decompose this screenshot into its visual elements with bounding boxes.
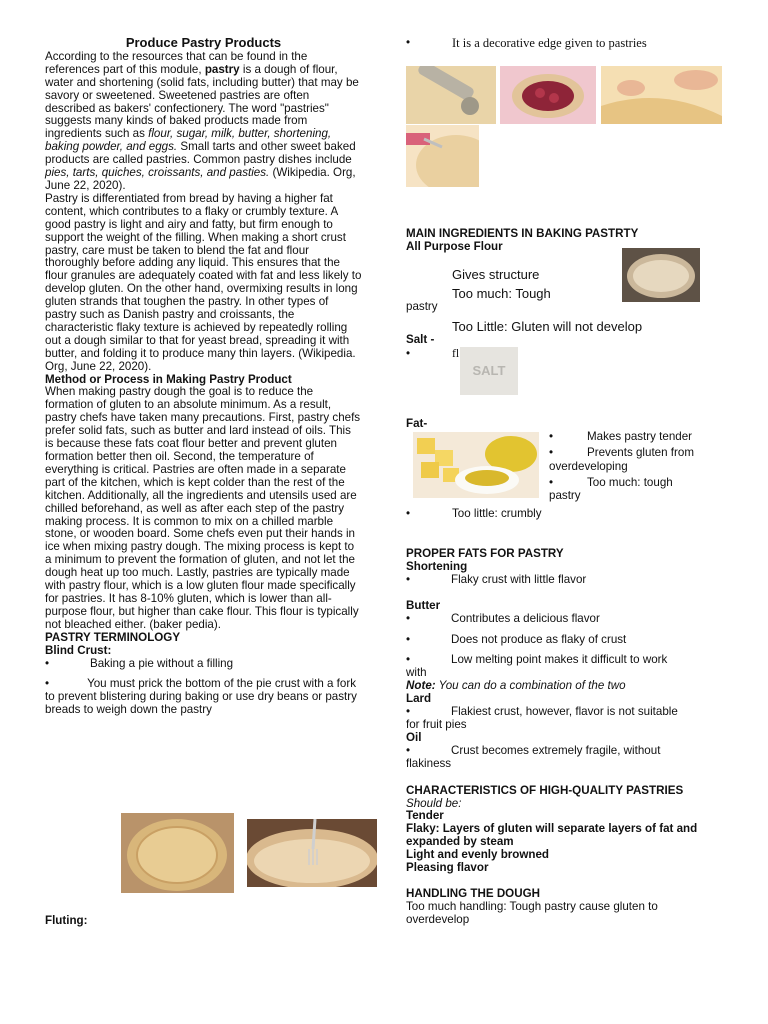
- salt-heading: Salt -: [406, 333, 435, 346]
- fat-bullet-glyph-2: •: [549, 446, 554, 459]
- salt-bullet-text: fl: [452, 347, 460, 360]
- pie-crust-photo: [121, 813, 234, 893]
- fat-bullet-glyph-1: •: [549, 430, 554, 443]
- handling-text: Too much handling: Tough pastry cause gluten to overdevelop: [406, 899, 658, 926]
- left-column: [45, 37, 362, 717]
- salt-bullet-glyph: •: [406, 347, 411, 360]
- intro-text: is a dough of flour, water and shortening (solid fats, including butter) that may be savory or sweetened. Sweetened pastries are often described as bakers' confectionery. The word "pastries" suggests many kinds of baked products made from ingredients such as: [45, 62, 359, 141]
- note-text: You can do a combination of the two: [435, 679, 626, 693]
- fat-item-4: Too little: crumbly: [452, 507, 542, 520]
- fats-photo: [413, 432, 539, 498]
- salt-label: SALT: [472, 363, 506, 378]
- oil-bullet-1: [406, 745, 726, 758]
- bullet-text: Flaky crust with little flavor: [451, 572, 587, 586]
- bullet-text: Contributes a delicious flavor: [451, 611, 600, 625]
- lard-bullet-1-cont: for fruit pies: [406, 717, 467, 731]
- intro-text: According to the resources that can be found in the references part of this module,: [45, 49, 308, 76]
- flour-bowl-photo: [622, 248, 700, 302]
- flour-bowl-illustration: [622, 248, 700, 302]
- main-ingredients-heading: MAIN INGREDIENTS IN BAKING PASTRTY: [406, 227, 639, 240]
- salt-shaker-illustration: [460, 347, 518, 395]
- flour-item-3: Too Little: Gluten will not develop: [452, 319, 643, 334]
- flour-item-2-cont: pastry: [406, 300, 438, 313]
- salt-shaker-photo: [460, 347, 518, 395]
- characteristic-2: Flaky: Layers of gluten will separate layers of fat and expanded by steam: [406, 822, 698, 849]
- fork-prick-photo: [247, 819, 377, 887]
- crimping-edge-illustration: [601, 66, 722, 124]
- note: [406, 680, 726, 693]
- fat-item-3-cont: pastry: [549, 489, 581, 502]
- bullet-glyph: •: [406, 572, 411, 586]
- berry-pie-photo: [500, 66, 596, 124]
- bullet-glyph: •: [45, 677, 50, 691]
- right-column-lower: [406, 548, 726, 927]
- bullet-text: Low melting point makes it difficult to work: [451, 653, 668, 667]
- intro-bold-pastry: pastry: [204, 62, 240, 76]
- shortening-heading: Shortening: [406, 559, 468, 573]
- butter-bullet-3: [406, 654, 726, 667]
- intro-text: Small tarts and other sweet baked products are called pastries. Common pastry dishes include: [45, 140, 356, 167]
- fluting-bullet-text: It is a decorative edge given to pastries: [452, 36, 647, 50]
- note-label: Note:: [406, 679, 436, 693]
- bullet-glyph: •: [45, 656, 50, 670]
- intro-italic-dishes: pies, tarts, quiches, croissants, and pasties.: [45, 166, 270, 180]
- handling-heading: HANDLING THE DOUGH: [406, 886, 540, 900]
- pie-crust-illustration: [121, 813, 234, 893]
- all-purpose-flour-heading: All Purpose Flour: [406, 240, 503, 253]
- fat-item-2: Prevents gluten from: [587, 446, 694, 459]
- butter-bullet-3-cont: with: [406, 666, 427, 680]
- characteristic-1: Tender: [406, 809, 444, 823]
- fat-heading: Fat-: [406, 417, 428, 430]
- berry-pie-illustration: [500, 66, 596, 124]
- should-be-label: Should be:: [406, 796, 462, 810]
- intro-paragraph-1: [45, 51, 362, 193]
- crimping-edge-photo: [601, 66, 722, 124]
- blind-crust-bullet-2: [45, 678, 362, 717]
- bullet-glyph: •: [406, 632, 411, 646]
- intro-italic-ingredients: flour, sugar, milk, butter, shortening, baking powder, and eggs.: [45, 127, 332, 154]
- intro-paragraph-2: Pastry is differentiated from bread by having a higher fat content, which contributes to a flaky or crumbly texture. A good pastry is light and airy and fatty, but firm enough to support the weight of the filling. When making a short crust pastry, care must be taken to blend the fat and flour thoroughly before adding any liquid. This ensures that the flour granules are adequately coated with fat and less likely to develop gluten. On the other hand, overmixing results in long gluten strands that toughen the pastry. In other types of pastry such as Danish pastry and croissants, the characteristic flaky texture is achieved by repeatedly rolling out a dough similar to that for yeast bread, spreading it with butter, and folding it to produce many thin layers. (Wikipedia. Org, June 22, 2020).: [45, 191, 362, 373]
- fat-item-2-cont: overdeveloping: [549, 460, 628, 473]
- fluting-tool-illustration: [406, 66, 496, 124]
- fork-edge-illustration: [406, 125, 479, 187]
- flour-item-2: Too much: Tough: [452, 286, 551, 301]
- butter-bullet-1: [406, 613, 726, 626]
- butter-heading: Butter: [406, 598, 441, 612]
- intro-citation: (Wikipedia. Org, June 22, 2020).: [45, 166, 356, 192]
- bullet-text: Flakiest crust, however, flavor is not suitable: [451, 705, 678, 719]
- bullet-glyph: •: [406, 743, 411, 757]
- fluting-bullet-1: [406, 37, 410, 50]
- fat-bullet-glyph-4: •: [406, 507, 411, 520]
- shortening-bullet-1: [406, 574, 726, 587]
- butter-bullet-2: [406, 634, 726, 647]
- bullet-glyph: •: [406, 611, 411, 625]
- bullet-text: Baking a pie without a filling: [90, 656, 234, 670]
- fluting-tool-photo: [406, 66, 496, 124]
- bullet-glyph: •: [406, 705, 411, 719]
- proper-fats-heading: PROPER FATS FOR PASTRY: [406, 547, 564, 560]
- characteristic-4: Pleasing flavor: [406, 861, 489, 875]
- blind-crust-heading: Blind Crust:: [45, 643, 112, 657]
- bullet-text: Does not produce as flaky of crust: [451, 632, 627, 646]
- terminology-heading: PASTRY TERMINOLOGY: [45, 630, 181, 644]
- fork-edge-photo: [406, 125, 479, 187]
- lard-heading: Lard: [406, 692, 432, 706]
- bullet-glyph: •: [406, 36, 411, 49]
- fat-item-1: Makes pastry tender: [587, 430, 693, 443]
- fat-bullet-glyph-3: •: [549, 476, 554, 489]
- bullet-text: You must prick the bottom of the pie crust with a fork to prevent blistering during baking or use dry beans or pastry breads to weigh down the pastry: [45, 677, 357, 717]
- bullet-text: Crust becomes extremely fragile, without: [451, 743, 661, 757]
- blind-crust-bullet-1: [45, 658, 362, 671]
- bullet-glyph: •: [406, 653, 411, 667]
- page-title: Produce Pastry Products: [125, 35, 282, 50]
- oil-bullet-1-cont: flakiness: [406, 756, 452, 770]
- characteristics-heading: CHARACTERISTICS OF HIGH-QUALITY PASTRIES: [406, 783, 684, 797]
- fat-item-3: Too much: tough: [587, 476, 673, 489]
- oil-heading: Oil: [406, 730, 422, 744]
- fats-illustration: [413, 432, 539, 498]
- flour-item-1: Gives structure: [452, 267, 540, 282]
- fluting-heading: Fluting:: [45, 914, 88, 927]
- method-heading: Method or Process in Making Pastry Product: [45, 372, 292, 386]
- characteristic-3: Light and evenly browned: [406, 848, 550, 862]
- fork-prick-illustration: [247, 819, 377, 887]
- method-paragraph: When making pastry dough the goal is to reduce the formation of gluten to an absolute minimum. As a result, pastry chefs have taken many precautions. First, pastry chefs prefer solid fats, such as butter and lard instead of oils. This is because these fats coat flour better and prevent gluten formation better then oil. Second, the temperature of everything is critical. Pastries are often made in a separate part of the kitchen, which is kept colder than the rest of the kitchen. Additionally, all the ingredients and utensils used are chilled beforehand, as well as after each step of the pastry making process. It is common to mix on a chilled marble stone, or wooden board. Some chefs even put their hands in ice when mixing pastry dough. The mixing process is kept to a minimum to prevent the formation of gluten, and not let the dough heat up too much. Lastly, pastries are typically made with pastry flour, which is a low gluten flour made specifically for pastries. It has 8-10% gluten, which is lower than all-purpose flour, but higher than cake flour. This flour is typically not bleached either. (baker pedia).: [45, 385, 361, 631]
